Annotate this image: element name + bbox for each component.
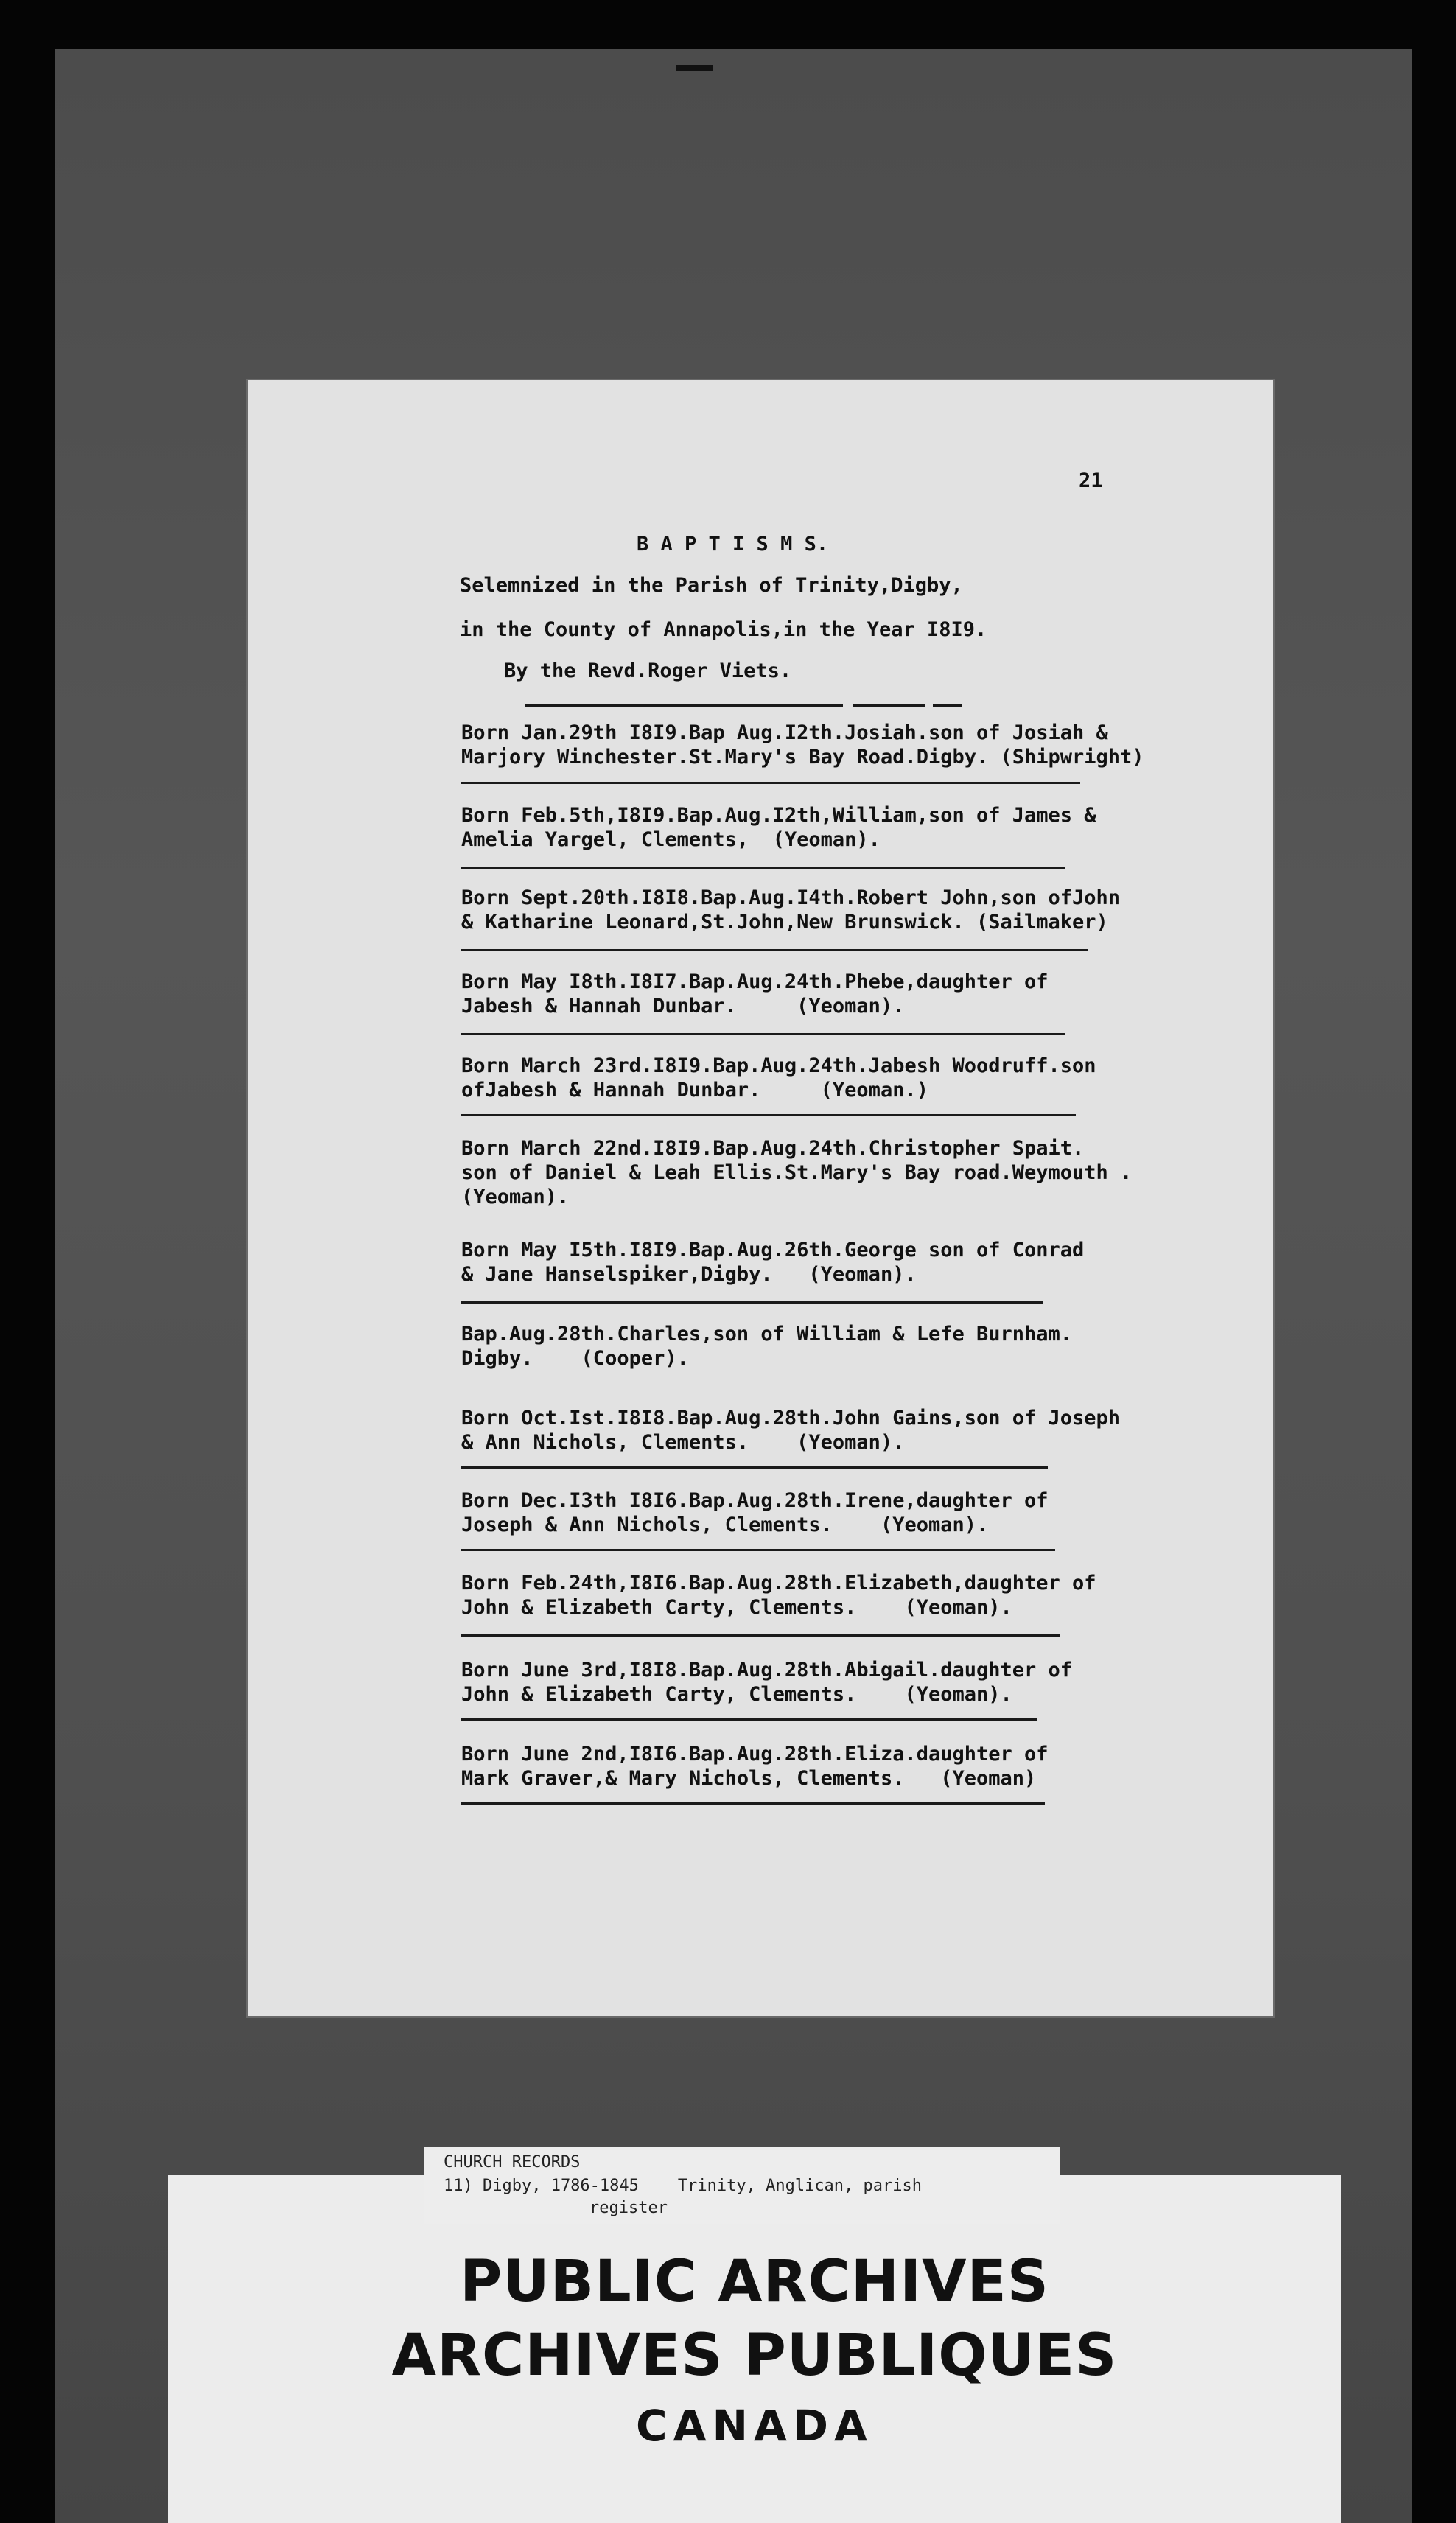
entry-line: Born May I5th.I8I9.Bap.Aug.26th.George son of Conrad xyxy=(461,1239,1085,1262)
entry-line: Mark Graver,& Mary Nichols, Clements. (Yeoman) xyxy=(461,1767,1037,1790)
entry-line: Born Feb.5th,I8I9.Bap.Aug.I2th,William,son of James & xyxy=(461,804,1096,827)
baptism-entry xyxy=(461,1322,1072,1371)
stamp-line-3: CANADA xyxy=(636,2401,873,2451)
stamp-line-2: ARCHIVES PUBLIQUES xyxy=(391,2323,1118,2389)
baptism-entry xyxy=(461,1571,1096,1620)
baptism-entry xyxy=(461,721,1144,769)
entry-line: Jabesh & Hannah Dunbar. (Yeoman). xyxy=(461,995,905,1018)
entry-line: (Yeoman). xyxy=(461,1186,570,1208)
baptism-entry xyxy=(461,803,1096,852)
entry-rule xyxy=(461,1549,1055,1551)
baptism-entry xyxy=(461,1136,1132,1209)
entry-line: Born Dec.I3th I8I6.Bap.Aug.28th.Irene,daughter of xyxy=(461,1489,1049,1512)
page-title: B A P T I S M S. xyxy=(637,533,829,556)
entry-rule xyxy=(461,1634,1060,1637)
stamp-line-1: PUBLIC ARCHIVES xyxy=(460,2249,1049,2315)
entry-line: Born May I8th.I8I7.Bap.Aug.24th.Phebe,daughter of xyxy=(461,970,1049,993)
header-rule-long xyxy=(525,704,843,707)
entry-line: ofJabesh & Hannah Dunbar. (Yeoman.) xyxy=(461,1079,928,1102)
baptism-entry xyxy=(461,1742,1049,1791)
entry-rule xyxy=(461,949,1088,951)
header-rule-short xyxy=(853,704,925,707)
baptism-entry xyxy=(461,1488,1049,1537)
entry-line: Bap.Aug.28th.Charles,son of William & Lefe Burnham. xyxy=(461,1323,1073,1346)
entry-rule xyxy=(461,1466,1048,1469)
subtitle-line-3: By the Revd.Roger Viets. xyxy=(504,659,792,682)
header-rule-tail xyxy=(933,704,962,707)
entry-line: John & Elizabeth Carty, Clements. (Yeoman). xyxy=(461,1596,1012,1619)
entry-line: Born March 22nd.I8I9.Bap.Aug.24th.Christopher Spait. xyxy=(461,1137,1085,1160)
entry-line: & Jane Hanselspiker,Digby. (Yeoman). xyxy=(461,1263,917,1286)
label-item: 11) Digby, 1786-1845 Trinity, Anglican, parish xyxy=(444,2177,923,2195)
register-page xyxy=(248,380,1273,2016)
entry-rule xyxy=(461,1802,1045,1805)
film-notch xyxy=(676,65,713,71)
entry-rule xyxy=(461,1114,1076,1116)
baptism-entry xyxy=(461,1054,1096,1102)
entry-line: Digby. (Cooper). xyxy=(461,1347,689,1370)
entry-line: Born June 3rd,I8I8.Bap.Aug.28th.Abigail.daughter of xyxy=(461,1659,1073,1682)
baptism-entry xyxy=(461,1406,1120,1455)
catalog-label xyxy=(424,2147,1060,2224)
subtitle-line-1: Selemnized in the Parish of Trinity,Digby, xyxy=(460,574,963,597)
entry-rule xyxy=(461,782,1080,784)
entry-line: Born June 2nd,I8I6.Bap.Aug.28th.Eliza.daughter of xyxy=(461,1743,1049,1766)
entry-line: Joseph & Ann Nichols, Clements. (Yeoman). xyxy=(461,1514,989,1536)
entry-line: & Ann Nichols, Clements. (Yeoman). xyxy=(461,1431,905,1454)
baptism-entry xyxy=(461,886,1120,934)
entry-rule xyxy=(461,867,1065,869)
entry-line: Born Feb.24th,I8I6.Bap.Aug.28th.Elizabeth,daughter of xyxy=(461,1572,1096,1595)
entry-line: Born Jan.29th I8I9.Bap Aug.I2th.Josiah.son of Josiah & xyxy=(461,721,1108,744)
label-item-cont: register xyxy=(589,2199,668,2217)
archive-stamp xyxy=(168,2175,1341,2523)
entry-line: Born Sept.20th.I8I8.Bap.Aug.I4th.Robert John,son ofJohn xyxy=(461,886,1121,909)
baptism-entry xyxy=(461,970,1049,1018)
entry-line: Born March 23rd.I8I9.Bap.Aug.24th.Jabesh Woodruff.son xyxy=(461,1054,1096,1077)
entry-line: Born Oct.Ist.I8I8.Bap.Aug.28th.John Gains,son of Joseph xyxy=(461,1407,1121,1430)
entry-line: Marjory Winchester.St.Mary's Bay Road.Digby. (Shipwright) xyxy=(461,746,1144,769)
page-number: 21 xyxy=(1079,469,1103,492)
label-heading: CHURCH RECORDS xyxy=(444,2153,581,2172)
entry-line: John & Elizabeth Carty, Clements. (Yeoman). xyxy=(461,1683,1012,1706)
entry-rule xyxy=(461,1033,1065,1035)
subtitle-line-2: in the County of Annapolis,in the Year I8I9. xyxy=(460,618,987,641)
entry-rule xyxy=(461,1718,1037,1721)
baptism-entry xyxy=(461,1658,1072,1707)
baptism-entry xyxy=(461,1238,1084,1287)
entry-line: & Katharine Leonard,St.John,New Brunswick. (Sailmaker) xyxy=(461,911,1108,934)
entry-rule xyxy=(461,1301,1043,1304)
entry-line: son of Daniel & Leah Ellis.St.Mary's Bay road.Weymouth . xyxy=(461,1161,1133,1184)
entry-line: Amelia Yargel, Clements, (Yeoman). xyxy=(461,828,881,851)
